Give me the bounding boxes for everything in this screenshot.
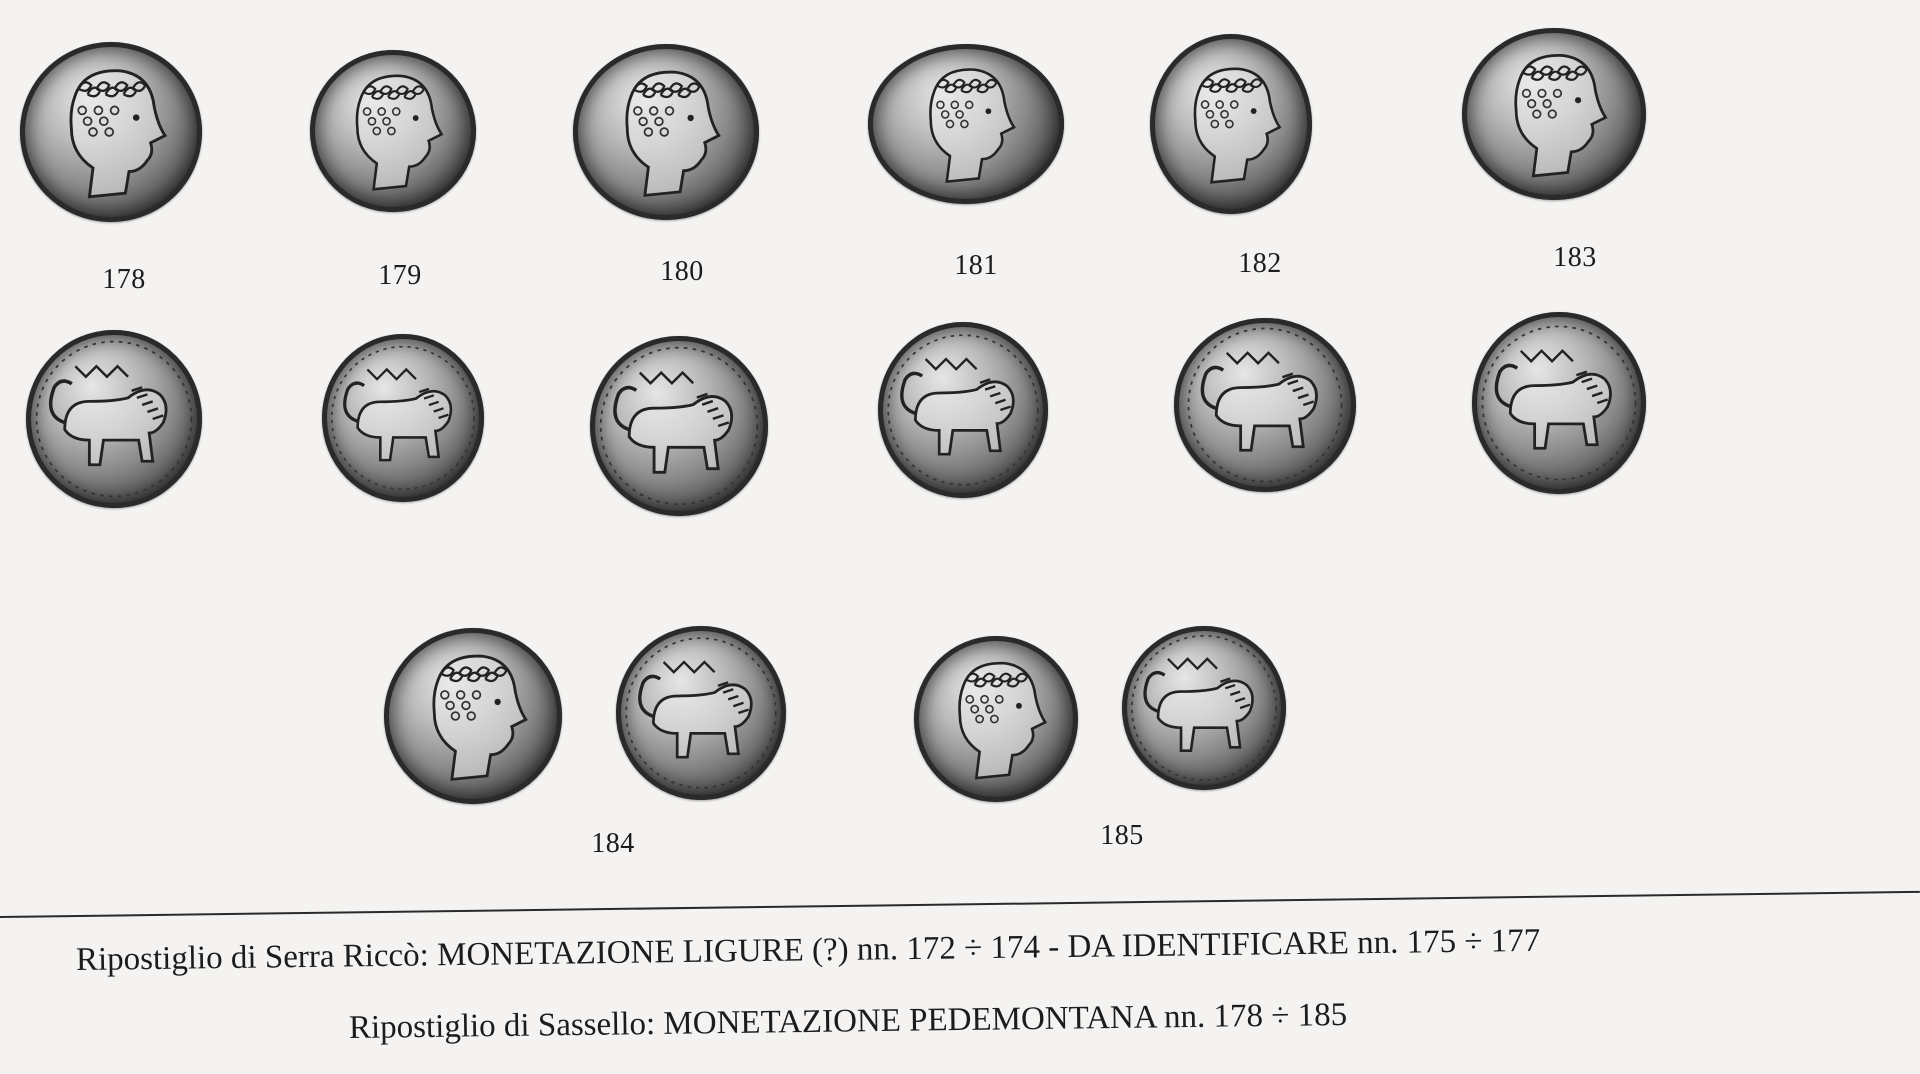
coin-178-reverse — [26, 330, 202, 508]
coin-180-obverse — [573, 44, 759, 220]
lion-icon — [26, 330, 202, 508]
coin-number-181: 181 — [954, 250, 998, 281]
coin-181-reverse — [878, 322, 1048, 498]
laureate-head-icon — [868, 44, 1064, 204]
coin-number-184: 184 — [591, 828, 635, 859]
coin-185-reverse — [1122, 626, 1286, 790]
coin-183-reverse — [1472, 312, 1646, 494]
coin-184-reverse — [616, 626, 786, 800]
lion-icon — [1472, 312, 1646, 494]
laureate-head-icon — [1462, 28, 1646, 200]
coin-182-reverse — [1174, 318, 1356, 492]
lion-icon — [1122, 626, 1286, 790]
lion-icon — [616, 626, 786, 800]
coin-number-179: 179 — [378, 260, 422, 291]
lion-icon — [322, 334, 484, 502]
lion-icon — [1174, 318, 1356, 492]
coin-number-180: 180 — [660, 256, 704, 287]
laureate-head-icon — [20, 42, 202, 222]
coin-number-182: 182 — [1238, 248, 1282, 279]
coin-number-185: 185 — [1100, 820, 1144, 851]
laureate-head-icon — [573, 44, 759, 220]
caption-serra-ricco: Ripostiglio di Serra Riccò: MONETAZIONE LIGURE (?) nn. 172 ÷ 174 - DA IDENTIFICARE nn. 175 ÷ 177 — [75, 922, 1541, 978]
laureate-head-icon — [1150, 34, 1312, 214]
coin-182-obverse — [1150, 34, 1312, 214]
coin-185-obverse — [914, 636, 1078, 802]
coin-179-reverse — [322, 334, 484, 502]
lion-icon — [590, 336, 768, 516]
coin-number-183: 183 — [1553, 242, 1597, 273]
caption-divider — [0, 891, 1920, 918]
lion-icon — [878, 322, 1048, 498]
coin-181-obverse — [868, 44, 1064, 204]
laureate-head-icon — [310, 50, 476, 212]
coin-184-obverse — [384, 628, 562, 804]
coin-179-obverse — [310, 50, 476, 212]
coin-180-reverse — [590, 336, 768, 516]
laureate-head-icon — [384, 628, 562, 804]
laureate-head-icon — [914, 636, 1078, 802]
caption-sassello: Ripostiglio di Sassello: MONETAZIONE PEDEMONTANA nn. 178 ÷ 185 — [348, 996, 1348, 1046]
coin-183-obverse — [1462, 28, 1646, 200]
coin-178-obverse — [20, 42, 202, 222]
coin-number-178: 178 — [102, 264, 146, 295]
